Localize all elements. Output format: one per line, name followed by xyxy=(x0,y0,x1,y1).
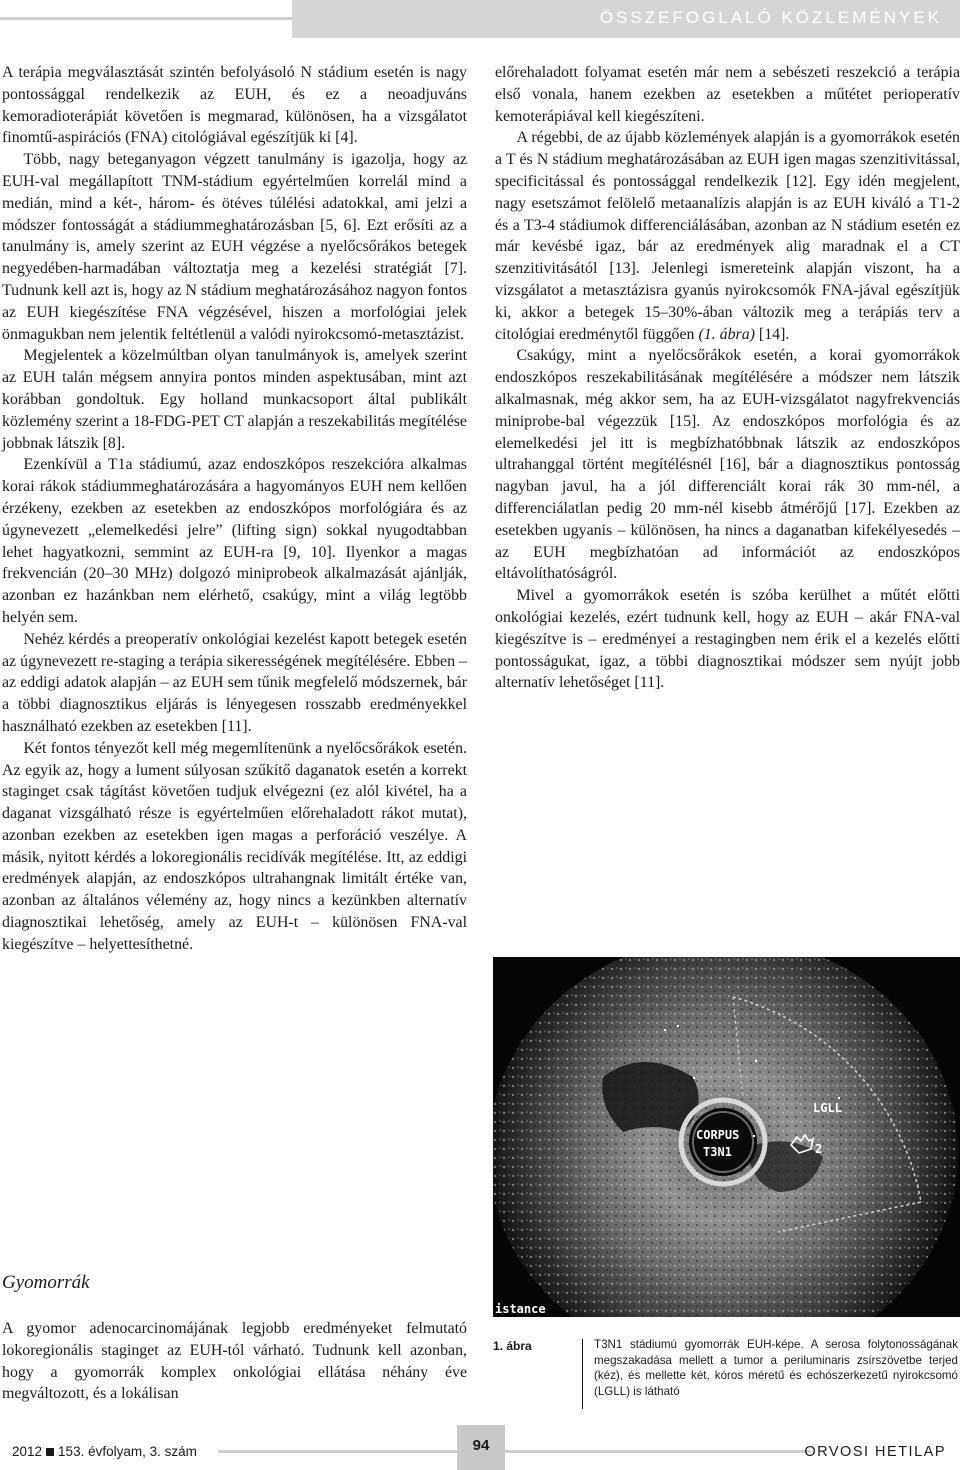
issue-info xyxy=(12,1444,197,1459)
paragraph: Csakúgy, mint a nyelőcsőrákok esetén, a korai gyomorrákok endoszkópos reszekabilitásának megítélésére a módszer nem látszik alkalmasnak, még akkor sem, ha az EUH-vizsgálatot nagyfrekvenciás miniprobe-bal végezzük [15]. Az endoszkópos morfológia és az elemelkedési jel itt is megbízhatóbbnak látszik az endoszkópos ultrahanggal történt megítélésnél [16], bár a diagnosztikus pontosság nagyban javul, ha a jól differenciált korai rák 30 mm-nél, a differenciálatlan pedig 20 mm-nél kisebb átmérőjű [17]. Ezekben az esetekben ugyanis – különösen, ha nincs a daganatban kifekélyesedés – az EUH megbízhatóan ad információt az endoszkópos eltávolíthatóságról. xyxy=(495,347,960,583)
section-body xyxy=(2,1318,467,1405)
volume-issue: 153. évfolyam, 3. szám xyxy=(58,1444,197,1459)
header-band xyxy=(0,0,960,38)
journal-name: ORVOSI HETILAP xyxy=(804,1444,946,1460)
section-heading: Gyomorrák xyxy=(2,1272,90,1293)
figure-label: 1. ábra xyxy=(493,1339,532,1353)
stage-label: T3N1 xyxy=(703,1145,732,1159)
section-title: ÖSSZEFOGLALÓ KÖZLEMÉNYEK xyxy=(599,8,942,27)
caption-divider xyxy=(582,1339,583,1409)
paragraph: Ezenkívül a T1a stádiumú, azaz endoszkópos reszekcióra alkalmas korai rákok stádiummeghatározására a hagyományos EUH nem kellően érzékeny, ezekben az esetekben az endoszkópos morfológiára és az úgynevezett „elemelkedési jelre” (lifting sign) sokkal nyugodtabban lehet hagyatkozni, semmint az EUH-ra [9, 10]. Ilyenkor a magas frekvencián (20–30 MHz) dolgozó miniprobeok alkalmazását ajánlják, azonban ez hazánkban nem elérhető, csakúgy, mint a világ legtöbb helyén sem. xyxy=(2,456,467,626)
figure-reference[interactable]: (1. ábra) xyxy=(698,325,755,343)
paragraph: Megjelentek a közelmúltban olyan tanulmányok is, amelyek szerint az EUH talán mégsem annyira pontos minden aspektusában, mint azt korábban gondoltuk. Egy holland munkacsoport által publikált közlemény szerint a 18-FDG-PET CT alapján a reszekabilitás megítélése jobbnak látszik [8]. xyxy=(2,347,467,452)
figure-caption: T3N1 stádiumú gyomorrák EUH-képe. A serosa folytonosságának megszakadása mellett a tumor a periluminaris zsírszövetbe terjed (kéz), és mellette két, kóros méretű és echószerkezetű nyirokcsomó (LGLL) is látható xyxy=(594,1338,958,1398)
paragraph: Mivel a gyomorrákok esetén is szóba kerülhet a műtét előtti onkológiai kezelés, ezért tudnunk kell, hogy az EUH – akár FNA-val kiegészítve is – eredményei a restagingben nem érik el a kezelés előtti pontosságukat, igaz, a többi diagnosztikai módszer sem nyújt jobb alternatív lehetőséget [11]. xyxy=(495,587,960,692)
paragraph-text: [14]. xyxy=(754,325,790,343)
paragraph: előrehaladott folyamat esetén már nem a sebészeti reszekció a terápia első vonala, hanem ezekben az esetekben a műtétet perioperatív kemoterápiával kell kiegészíteni. xyxy=(495,64,960,125)
left-column xyxy=(2,62,467,956)
year: 2012 xyxy=(12,1444,43,1459)
paragraph: Nehéz kérdés a preoperatív onkológiai kezelést kapott betegek esetén az úgynevezett re-staging a terápia sikerességének megítélésére. Ebben – az eddigi adatok alapján – az EUH sem tűnik megfelelő módszernek, bár a többi diagnosztikus eljárás is lényegesen rosszabb eredményekkel használható ezekben az esetekben [11]. xyxy=(2,630,467,735)
paragraph-text: A régebbi, de az újabb közlemények alapján is a gyomorrákok esetén a T és N stádium meghatározásában az EUH igen magas szenzitivitással, specificitással és pontossággal rendelkezik [12]. Egy idén megjelent, nagy esetszámot felölelő metaanalízis alapján is az EUH kiváló a T1-2 és a T3-4 stádiumok differenciálásában, azonban az N stádium esetén ez már kevésbé igaz, bár az eredmények alig maradnak el a CT szenzitivitásától [13]. Jelenlegi ismereteink alapján viszont, ha a vizsgálatot a metasztázisra gyanús nyirokcsomók FNA-jával egészítjük ki, akkor a betegek 15–30%-ában változik meg a terápiás terv a citológiai eredménytől függően xyxy=(495,129,960,343)
corpus-label: CORPUS xyxy=(696,1128,740,1142)
lgll-label: LGLL xyxy=(813,1101,842,1115)
paragraph: Két fontos tényezőt kell még megemlítenünk a nyelőcsőrákok esetén. Az egyik az, hogy a lument súlyosan szűkítő daganatok esetén a korrekt staginget csak tágítást követően tudjuk elvégezni (ez alól kivétel, ha a daganat vizsgálható része is egyértelműen előrehaladott rákot mutat), azonban ezekben az esetekben igen magas a perforáció veszélye. A másik, nyitott kérdés a lokoregionális recidívák megítélése. Itt, az eddigi eredmények alapján, az endoszkópos ultrahangnak limitált értéke van, azonban az általános vélemény az, hogy nincs a kezünkben alternatív diagnosztikai lehetőség, amely az EUH-t – különösen FNA-val kiegészítve – helyettesíthetné. xyxy=(2,739,467,953)
distance-label: istance xyxy=(495,1302,546,1316)
eus-image xyxy=(493,957,960,1317)
paragraph xyxy=(495,127,960,345)
paragraph: A gyomor adenocarcinomájának legjobb eredményeket felmutató lokoregionális staginget az EUH-tól várható. Tudnunk kell azonban, hogy a gyomorrák komplex onkológiai ellátása néhány éve megváltozott, és a lokálisan xyxy=(2,1320,467,1403)
right-column xyxy=(495,62,960,694)
page-number: 94 xyxy=(472,1437,490,1454)
paragraph: Több, nagy beteganyagon végzett tanulmány is igazolja, hogy az EUH-val megállapított TNM-stádium egyértelműen korrelál mind a medián, mind a két-, három- és ötéves túlélési adatokkal, ami jelzi a módszer fontosságát a stádiummeghatározásban [5, 6]. Ezt erősíti az a tanulmány is, amely szerint az EUH végzése a nyelőcsőrákos betegek negyedében-harmadában változtatja meg a kezelési stratégiát [7]. Tudnunk kell azt is, hogy az N stádium meghatározásához nagyon fontos az EUH kiegészítése FNA végzésével, hiszen a morfológiai jelek önmagukban nem jelentik feltétlenül a valódi nyirokcsomó-metasztázist. xyxy=(2,151,468,343)
eus-image-drawing xyxy=(493,957,960,1317)
bullet-square-icon xyxy=(46,1448,54,1456)
paragraph: A terápia megválasztását szintén befolyásoló N stádium esetén is nagy pontossággal rendelkezik az EUH, és ez a neoadjuváns kemoradioterápiát követően is megmarad, különösen, ha a vizsgálatot finomtű-aspirációs (FNA) citológiával egészítjük ki [4]. xyxy=(2,64,467,147)
marker-2-label: 2 xyxy=(815,1142,823,1156)
